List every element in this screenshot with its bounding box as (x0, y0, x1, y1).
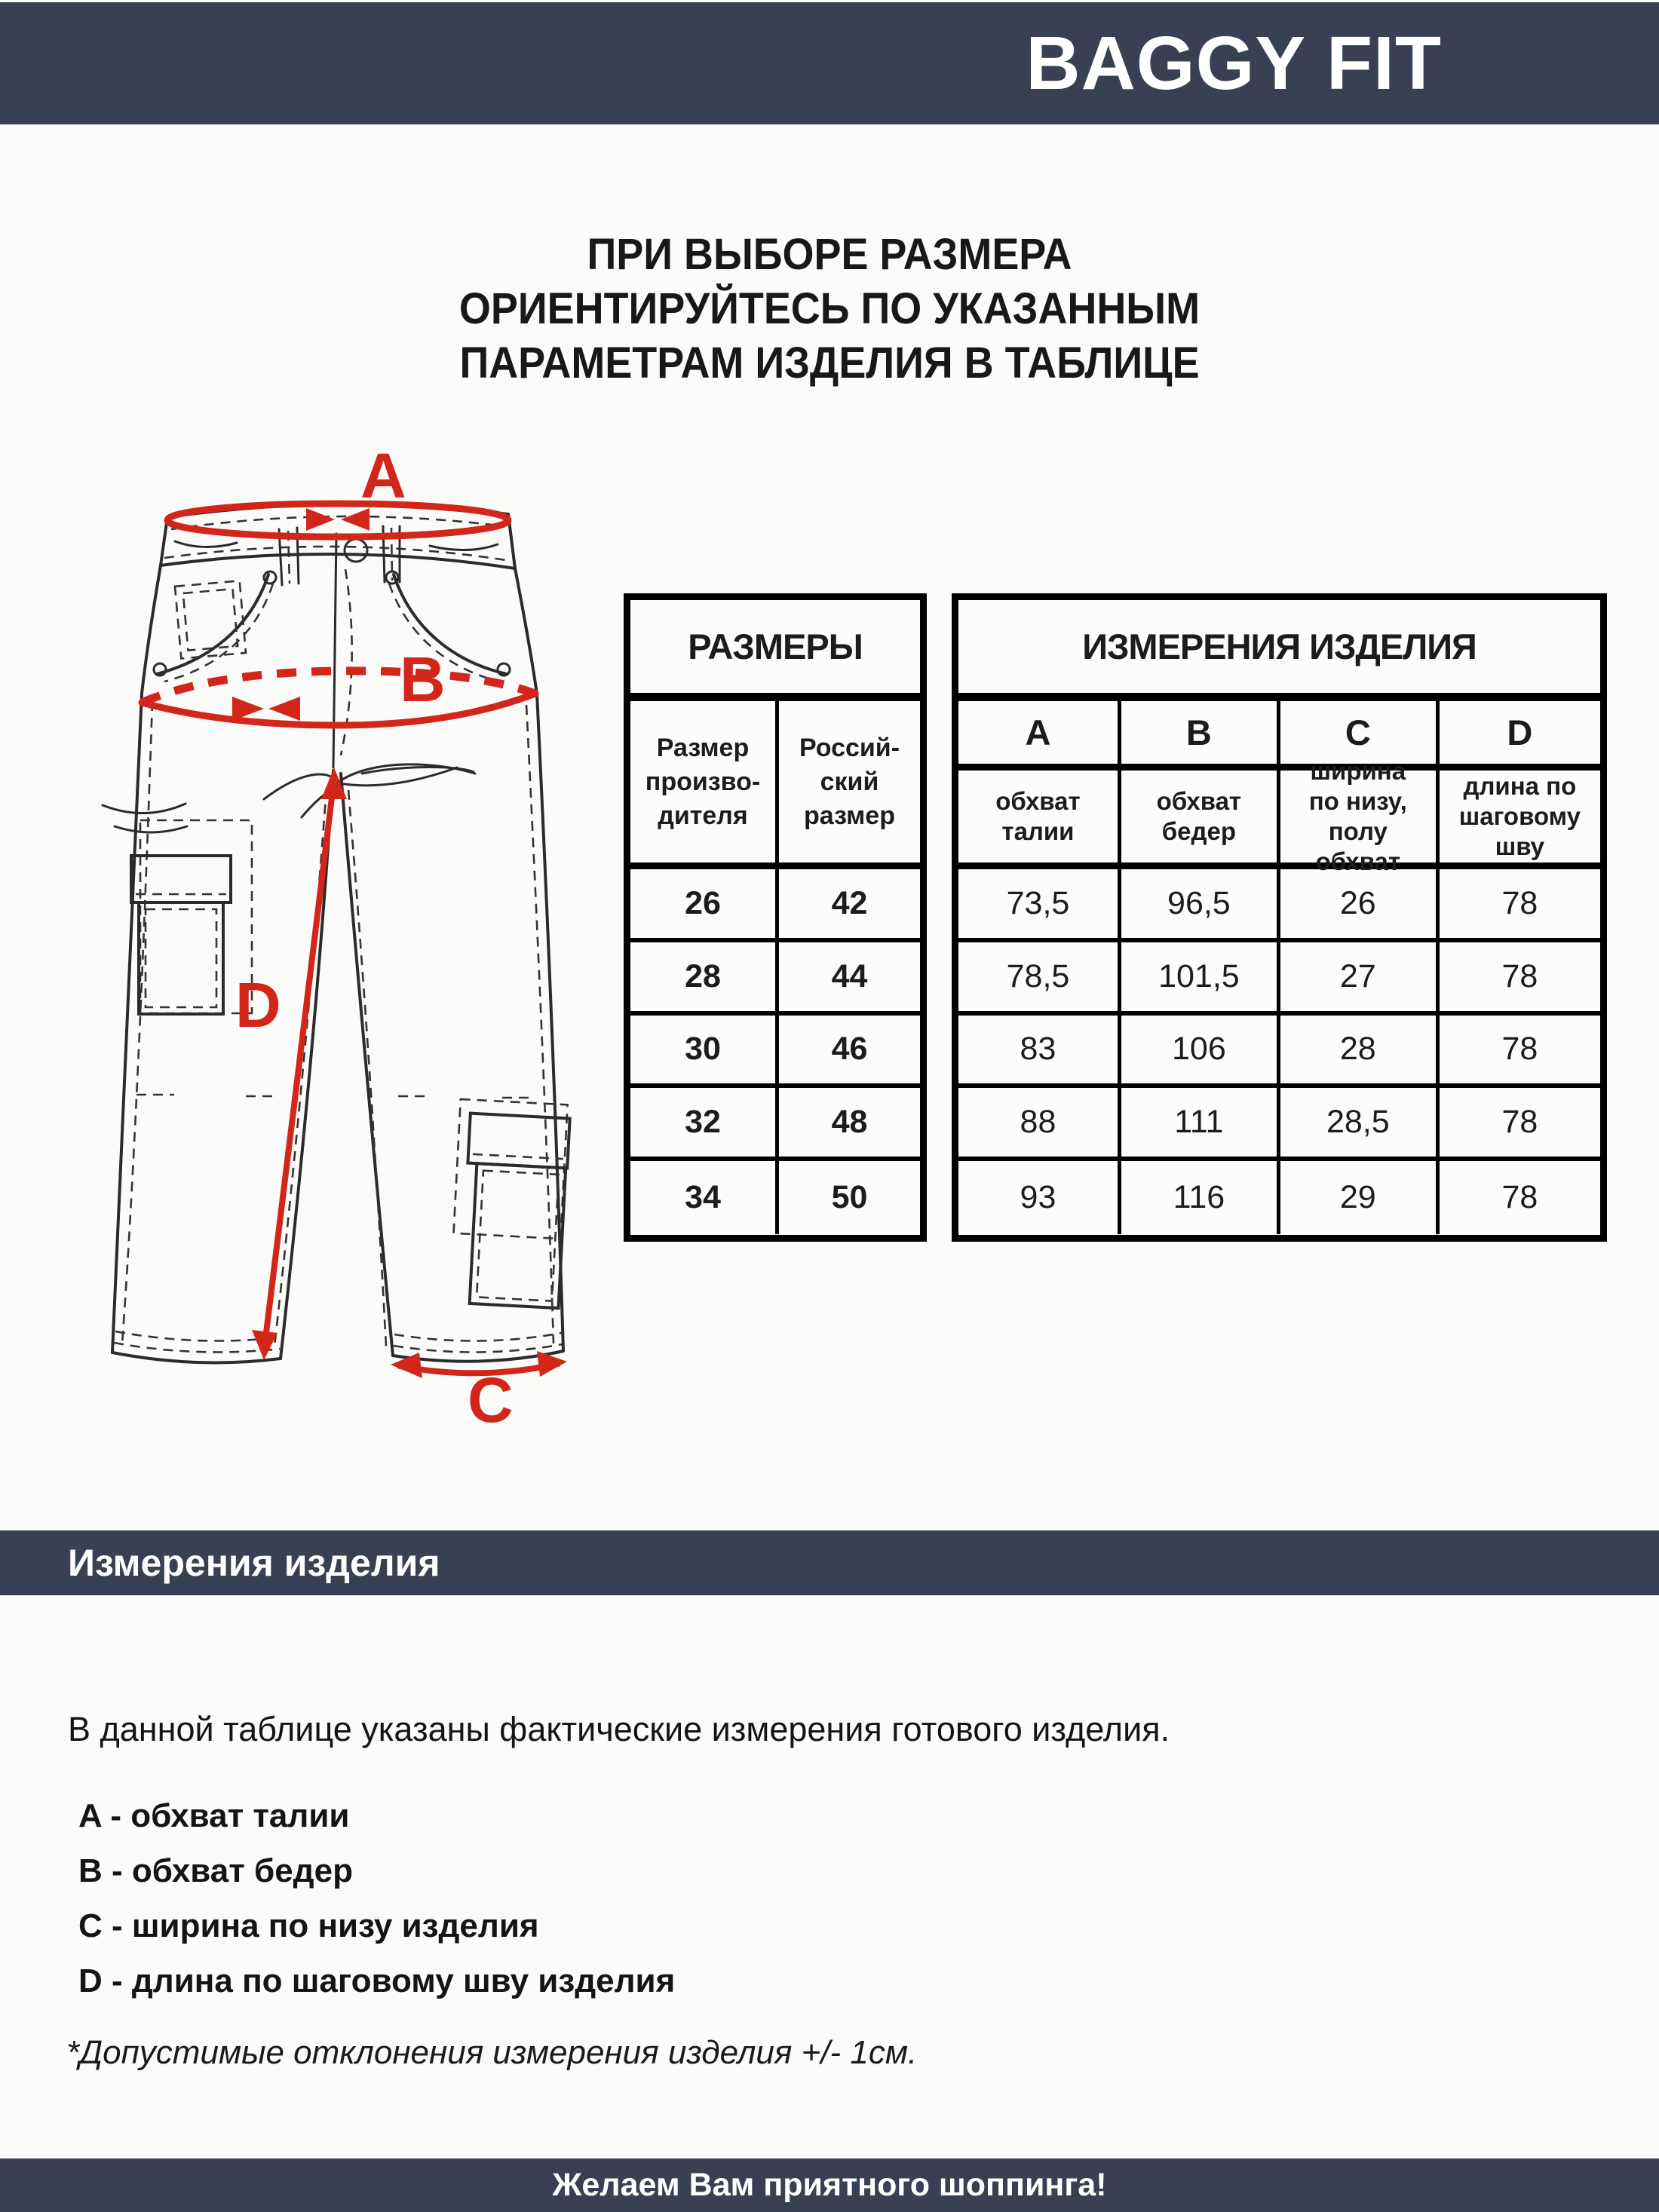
value-a: 93 (1020, 1179, 1056, 1216)
desc-hips: обхват бедер (1118, 771, 1277, 869)
value-b: 101,5 (1118, 942, 1277, 1016)
value-b: 116 (1118, 1161, 1277, 1234)
fold-mark-right (430, 544, 498, 550)
value-c: 27 (1277, 942, 1436, 1016)
legend-item-b: B - обхват бедер (78, 1852, 353, 1889)
hip-ellipse-dashed (142, 671, 535, 703)
left-outer-seam (112, 565, 161, 1353)
ru-size-cell: 42 (775, 869, 920, 942)
legend-item-d: D - длина по шаговому шву изделия (78, 1962, 676, 1999)
value-c: 29 (1277, 1161, 1436, 1234)
value-a: 88 (958, 1088, 1118, 1161)
value-c: 26 (1277, 869, 1436, 942)
label-a: A (360, 445, 406, 511)
letter-b: B (1118, 701, 1277, 771)
fold-mark-left (175, 541, 237, 547)
intro-line-3: ПАРАМЕТРАМ ИЗДЕЛИЯ В ТАБЛИЦЕ (459, 339, 1200, 388)
mfr-size-cell: 30 (630, 1016, 775, 1089)
value-d: 78 (1436, 942, 1600, 1016)
label-d: D (235, 970, 281, 1040)
section-bar-title: Измерения изделия (68, 1542, 440, 1584)
left-pocket-curve (157, 574, 268, 674)
body-paragraph: В данной таблице указаны фактические измерения готового изделия. (68, 1710, 1170, 1748)
waist-button (345, 539, 367, 562)
pants-figure (75, 445, 633, 1432)
ru-size-cell: 48 (775, 1088, 920, 1161)
rivet-left-top (264, 571, 276, 584)
legend-item-c: C - ширина по низу изделия (78, 1907, 539, 1944)
desc-inseam-length: длина по шаговому шву (1436, 771, 1600, 869)
letter-c: C (1277, 701, 1436, 771)
hem-arrow-right (537, 1351, 567, 1377)
ru-size-cell: 46 (775, 1016, 920, 1089)
legend-item-a: A - обхват талии (78, 1797, 350, 1834)
ru-size-cell: 44 (775, 942, 920, 1016)
inseam-measure-line (265, 786, 333, 1339)
value-c: 28 (1277, 1016, 1436, 1089)
value-d: 78 (1436, 1088, 1600, 1161)
intro-heading (58, 228, 1601, 391)
legend-list (78, 1788, 675, 2008)
letter-a: A (958, 701, 1118, 771)
coin-pocket-inner (183, 589, 238, 650)
footer-bar (0, 2158, 1659, 2212)
right-seam-stitch (526, 705, 554, 1343)
brand-title: BAGGY FIT (1026, 20, 1442, 106)
mfr-size-cell: 34 (685, 1179, 721, 1216)
footer-message: Желаем Вам приятного шоппинга! (552, 2167, 1107, 2203)
intro-line-1: ПРИ ВЫБОРЕ РАЗМЕРА (587, 230, 1072, 279)
top-brand-bar (0, 2, 1659, 124)
ru-size-cell: 50 (775, 1161, 920, 1234)
value-c: 28,5 (1277, 1088, 1436, 1161)
left-hem (112, 1353, 281, 1362)
waist-arrow-right (341, 508, 370, 531)
left-cargo-pocket (131, 820, 252, 1014)
value-d: 78 (1436, 1016, 1600, 1089)
right-cargo-pocket (450, 1099, 571, 1308)
intro-line-2: ОРИЕНТИРУЙТЕСЬ ПО УКАЗАННЫМ (458, 284, 1201, 333)
letter-d: D (1436, 701, 1600, 771)
label-c: C (468, 1365, 514, 1432)
value-a: 73,5 (958, 869, 1118, 942)
right-hem-stitch (394, 1333, 563, 1353)
drawcord-bow (264, 764, 475, 817)
pants-svg (75, 445, 633, 1432)
value-b: 106 (1118, 1016, 1277, 1089)
measures-table-title: ИЗМЕРЕНИЯ ИЗДЕЛИЯ (958, 600, 1600, 701)
measures-table (952, 593, 1607, 1242)
section-bar (0, 1530, 1659, 1595)
mfr-size-cell: 26 (630, 869, 775, 942)
inseam-arrow-bottom (252, 1330, 278, 1360)
hip-arrow-left (232, 697, 264, 721)
value-b: 96,5 (1118, 869, 1277, 942)
waist-arrow-left (306, 508, 335, 531)
hip-ellipse-solid (142, 694, 535, 725)
mfr-size-cell: 32 (630, 1088, 775, 1161)
label-b: B (400, 644, 446, 715)
sizes-table-title: РАЗМЕРЫ (630, 600, 920, 701)
col-header-manufacturer-size: Размер произво- дителя (630, 701, 775, 869)
value-d: 78 (1436, 869, 1600, 942)
mfr-size-cell: 28 (630, 942, 775, 1016)
value-a: 78,5 (958, 942, 1118, 1016)
value-a: 83 (958, 1016, 1118, 1089)
col-header-russian-size: Россий- ский размер (775, 701, 920, 869)
value-b: 111 (1118, 1088, 1277, 1161)
desc-waist: обхват талии (958, 771, 1118, 869)
desc-hem-width: ширина по низу, полу обхват (1277, 771, 1436, 869)
value-d: 78 (1436, 1161, 1600, 1234)
right-inner-seam (341, 774, 393, 1356)
center-front-seam (333, 534, 336, 767)
waist-measure-ellipse (167, 504, 508, 537)
tolerance-note: *Допустимые отклонения измерения изделия +/- 1см. (66, 2034, 918, 2071)
knee-marks (136, 1095, 534, 1098)
waistband-top-stitch (171, 516, 504, 529)
fold-mark-thigh (103, 804, 187, 832)
sizes-table (624, 593, 927, 1242)
coin-pocket (175, 581, 246, 658)
hip-arrow-right (268, 697, 300, 721)
